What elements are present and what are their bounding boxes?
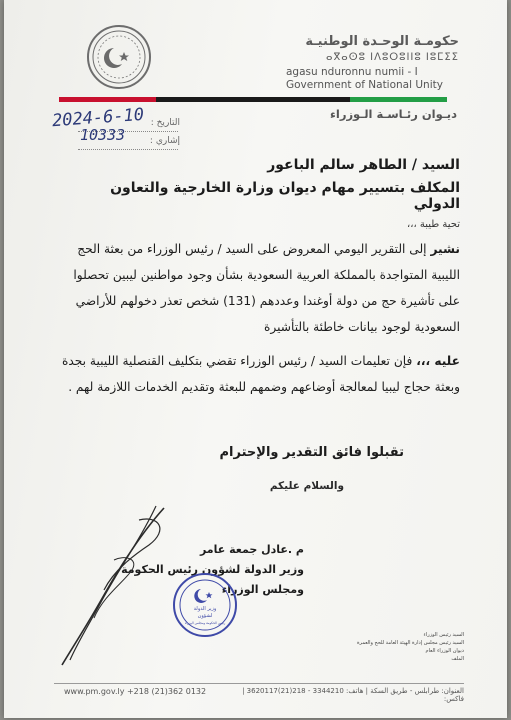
footer-contact: www.pm.gov.ly +218 (21)362 0132 bbox=[64, 687, 207, 696]
official-stamp-icon bbox=[172, 572, 238, 638]
letter-paper bbox=[4, 0, 507, 718]
stamp-text-1: وزير الدولة bbox=[193, 606, 217, 612]
date-value: 2024-6-10 bbox=[51, 104, 145, 132]
signatory-title-2: ومجلس الوزراء bbox=[221, 583, 304, 596]
greeting: تحية طيبة ،،، bbox=[406, 219, 460, 230]
reference-label: إشاري : bbox=[149, 136, 180, 146]
government-name-english: Government of National Unity bbox=[286, 79, 443, 91]
flag-stripe-green bbox=[350, 97, 447, 102]
closing-line: تقبلوا فائق التقدير والإحترام bbox=[219, 445, 404, 460]
salutation: والسلام عليكم bbox=[269, 480, 344, 492]
paragraph-1 bbox=[62, 236, 460, 340]
reference-value: 10333 bbox=[80, 126, 126, 144]
footer-divider bbox=[54, 683, 464, 684]
paragraph-2-lead: عليه ،،، bbox=[416, 354, 460, 368]
flag-stripe-black bbox=[156, 97, 350, 102]
flag-stripe bbox=[59, 97, 447, 102]
stamp-text-2: لشؤون bbox=[197, 613, 213, 619]
distribution-item: الملف bbox=[451, 656, 464, 662]
date-label: التاريخ : bbox=[150, 118, 180, 128]
footer-address: العنوان: طرابلس - طريق السكة | هاتف: 3344210 - 218(21)3620117 | فاكس: bbox=[242, 687, 464, 703]
recipient-title: المكلف بتسيير مهام ديوان وزارة الخارجية والتعاون الدولي bbox=[110, 180, 460, 212]
signatory-title-1: وزير الدولة لشؤون رئيس الحكومة bbox=[121, 563, 304, 576]
stamp-text-3: رئيس الحكومة ومجلس الوزراء bbox=[184, 621, 226, 625]
signatory-name: م .عادل جمعة عامر bbox=[199, 543, 304, 556]
distribution-item: السيد رئيس مجلس إدارة الهيئة العامة للحج والعمرة bbox=[356, 640, 464, 646]
reference-line bbox=[78, 149, 178, 150]
paragraph-1-body: إلى التقرير اليومي المعروض على السيد / رئيس الوزراء من بعثة الحج الليبية المتواجدة بالمملكة العربية السعودية بشأن وجود مواطنين ليبين تحصلوا على تأشيرة حج من دولة أوغندا وعددهم (131) شخص تعذر دخولهم للأراضي السعودية لوجود بيانات خاطئة بالتأشيرة bbox=[73, 242, 460, 334]
office-name: ديـوان رئـاسـة الـوزراء bbox=[330, 107, 457, 121]
government-name-tifinagh: ⴰⴳⴰⵙⵓ ⵏⴷⵓⵔⵓⵏⵏⵓ ⵏⵓⵎⵉⵉ bbox=[326, 52, 459, 63]
paragraph-2-body: فإن تعليمات السيد / رئيس الوزراء تقضي بتكليف القنصلية الليبية بجدة وبعثة حجاج ليبيا لمعالجة أوضاعهم وضمهم للبعثة وتقديم الخدمات اللازمة لهم . bbox=[62, 354, 460, 394]
distribution-item: السيد رئيس الوزراء bbox=[423, 632, 464, 638]
government-name-amazigh-latin: agasu nduronnu numii - I bbox=[286, 66, 418, 78]
recipient-name: السيد / الطاهر سالم الباعور bbox=[267, 157, 460, 173]
handwritten-signature bbox=[44, 500, 184, 670]
government-name-arabic: حكومـة الوحـدة الوطنيـة bbox=[305, 34, 459, 49]
flag-stripe-red bbox=[59, 97, 156, 102]
paragraph-1-lead: نشير bbox=[430, 242, 460, 256]
paragraph-2 bbox=[62, 348, 460, 400]
government-emblem-icon bbox=[86, 24, 152, 90]
distribution-item: ديوان الوزراء العام bbox=[425, 648, 464, 654]
